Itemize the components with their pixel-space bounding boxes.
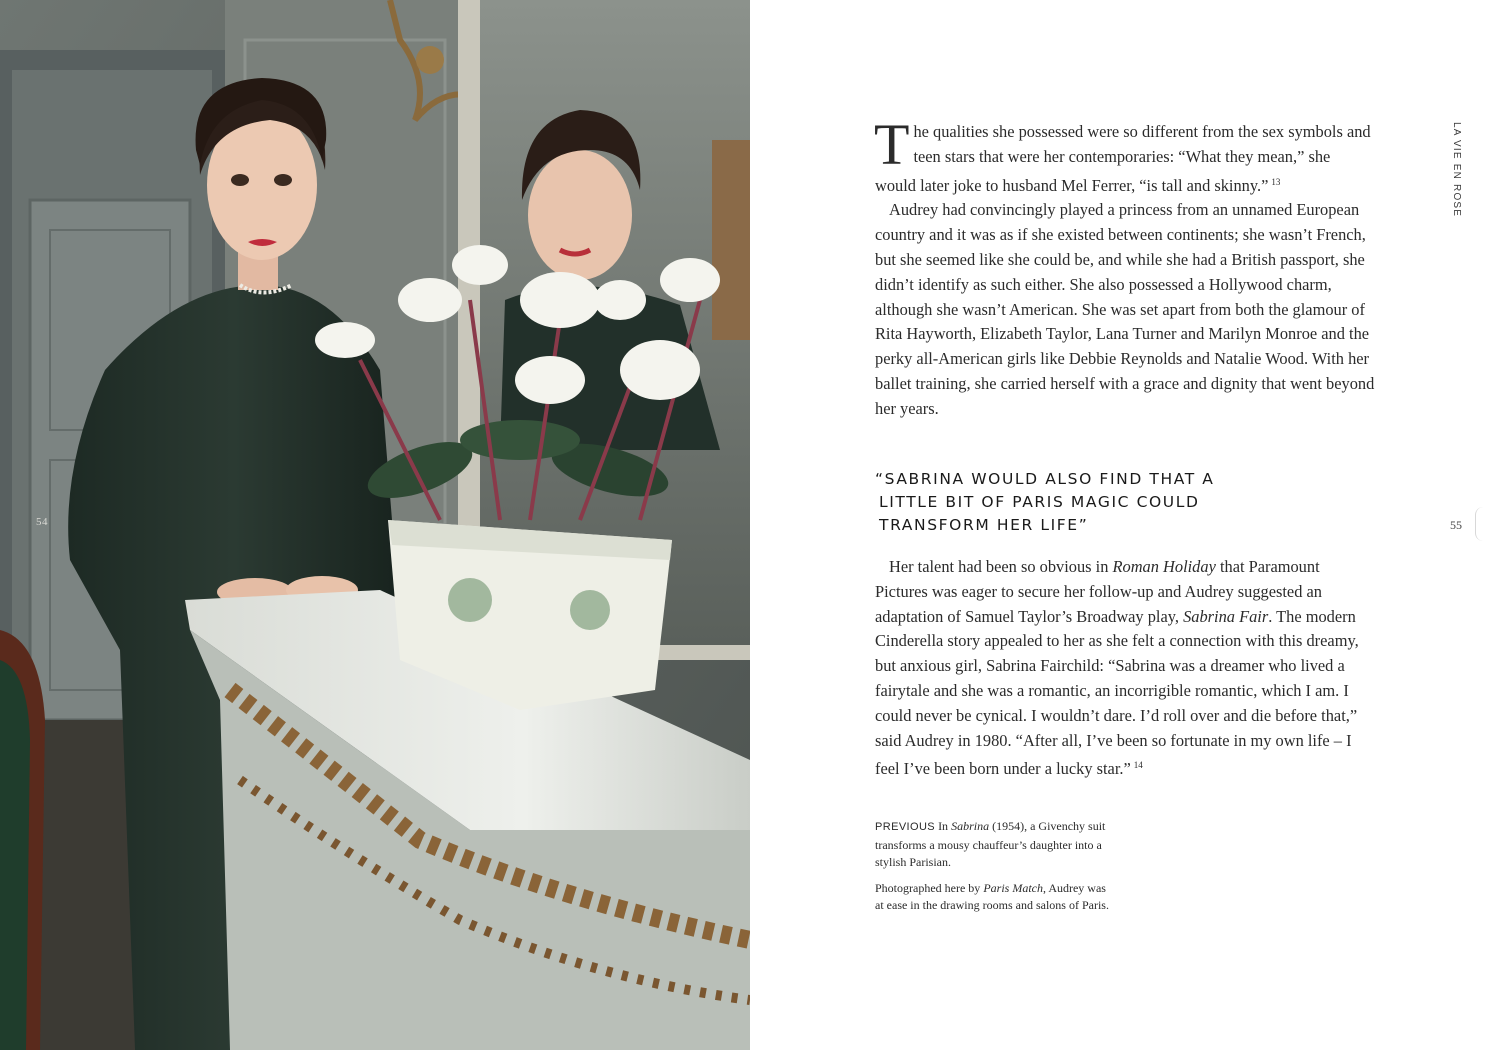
page-tab-decoration [1475, 507, 1486, 541]
left-page-number: 54 [36, 516, 48, 528]
paragraph-2: Audrey had convincingly played a princess from an unnamed European country and it was as if she existed between continents; she wasn’t French, but she seemed like she could be, and while she had a British passport, she didn’t identify as such either. She also possessed a Hollywood charm, although she wasn’t American. She was set apart from both the glamour of Rita Hayworth, Elizabeth Taylor, Lana Turner and Marilyn Monroe and the perky all-American girls like Debbie Reynolds and Natalie Wood. With her ballet training, she carried herself with a grace and dignity that went beyond her years. [875, 200, 1375, 418]
footnote-13: 13 [1271, 176, 1281, 187]
paragraph-1-text: he qualities she possessed were so different from the sex symbols and teen stars that were her contemporaries: “What they mean,” she would later joke to husband Mel Ferrer, “is tall and skinny.” [875, 122, 1371, 195]
page-number: 55 [1450, 518, 1462, 532]
pull-quote-line-1: “SABRINA WOULD ALSO FIND THAT A [875, 470, 1215, 488]
body-text-bottom [875, 555, 1375, 782]
caption-2-magazine-title: Paris Match [983, 880, 1043, 895]
body-text-top [874, 112, 1375, 422]
play-title-sabrina-fair: Sabrina Fair [1183, 606, 1269, 626]
caption-1-part-2: (1954), a Givenchy suit transforms a mousy chauffeur’s daughter into a stylish Parisian. [875, 819, 1106, 869]
paragraph-3-part-2: that Paramount Pictures was eager to secure her follow-up and Audrey suggested an adaptation of Samuel Taylor’s Broadway play, [875, 557, 1322, 626]
caption-1-part-1: In [935, 819, 952, 833]
pull-quote-line-3: TRANSFORM HER LIFE” [879, 515, 1089, 534]
film-title-roman-holiday: Roman Holiday [1112, 557, 1216, 576]
pull-quote [875, 468, 1235, 536]
running-head: LA VIE EN ROSE [1451, 122, 1462, 218]
caption-previous [875, 818, 1115, 872]
paragraph-3-part-1: Her talent had been so obvious in [889, 557, 1113, 576]
caption-current [875, 880, 1115, 915]
paragraph-3 [875, 555, 1375, 782]
paragraph-3-part-3: . The modern Cinderella story appealed to her as she felt a connection with this dreamy, but anxious girl, Sabrina Fairchild: “Sabrina was a dreamer who lived a fairytale and she was a romantic, an incorrigible romantic, which I am. I could never be cynical. I wouldn’t dare. I’d roll over and die before that,” said Audrey in 1980. “After all, I’ve been so fortunate in my own life – I feel I’ve been born under a lucky star.” [875, 606, 1359, 779]
drop-cap: T [874, 112, 910, 177]
caption-2-part-2: , Audrey was at ease in the drawing rooms and salons of Paris. [875, 880, 1109, 912]
caption-2-part-1: Photographed here by [875, 880, 984, 895]
caption-label: PREVIOUS [875, 821, 936, 833]
pull-quote-line-2: LITTLE BIT OF PARIS MAGIC COULD [879, 492, 1200, 511]
caption-1-film-title: Sabrina [951, 819, 990, 833]
paragraph-1 [874, 112, 1375, 198]
footnote-14: 14 [1133, 760, 1143, 771]
photo-captions [875, 818, 1115, 923]
